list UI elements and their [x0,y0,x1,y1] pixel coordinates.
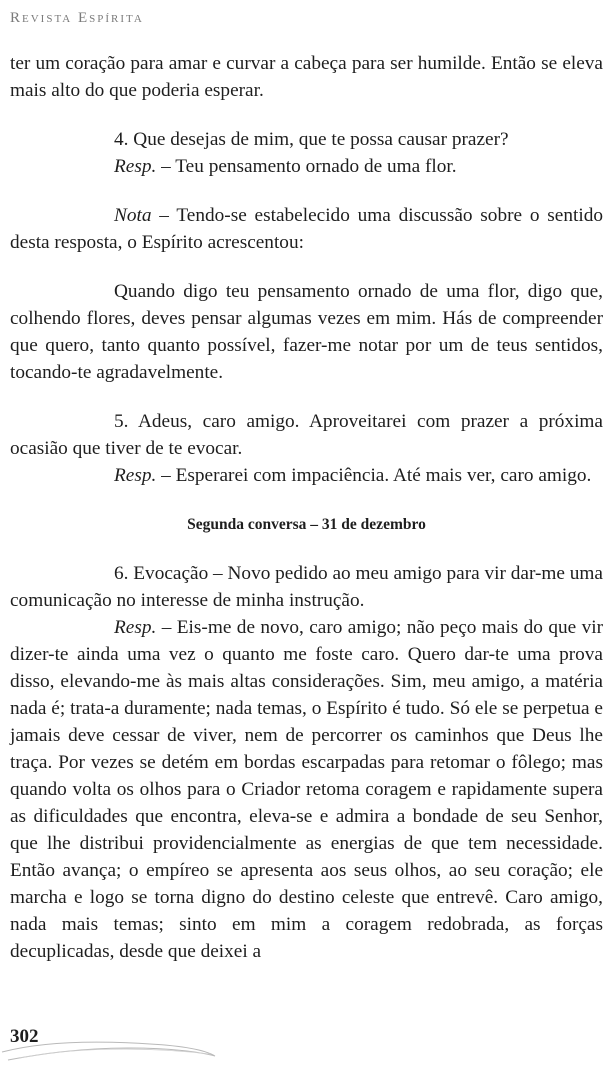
note-text: – Tendo-se estabelecido uma discussão sobre o sentido desta resposta, o Espírito acrescentou: [10,205,603,253]
answer-text: – Eis-me de novo, caro amigo; não peço mais do que vir dizer-te ainda uma vez o quanto me foste caro. Quero dar-te uma prova disso, elevando-me às mais altas considerações. Sim, meu amigo, a matéria nada é; trata-a duramente; nada temas, o Espírito é tudo. Só ele se perpetua e jamais deve cessar de viver, nem de percorrer os caminhos que Deus lhe traça. Por vezes se detém em bordas escarpadas para retomar o fôlego; mas quando volta os olhos para o Criador retoma coragem e rapidamente supera as dificuldades que encontra, eleva-se e admira a bondade de seu Senhor, que lhe distribui providencialmente as energias de que tem necessidade. Então avança; o empíreo se apresenta aos seus olhos, ao seu coração; ele marcha e logo se torna digno do destino celeste que entrevê. Caro amigo, nada mais temas; sinto em mim a coragem redobrada, as forças decuplicadas, desde que deixei a [10,617,603,962]
question-6: 6. Evocação – Novo pedido ao meu amigo para vir dar-me uma comunicação no interesse de minha instrução. [10,563,603,611]
answer-text: – Esperarei com impaciência. Até mais ver, caro amigo. [156,465,592,486]
answer-6 [10,614,603,965]
resp-label: Resp. [114,156,157,177]
question-5: 5. Adeus, caro amigo. Aproveitarei com prazer a próxima ocasião que tiver de te evocar. [10,411,603,459]
page-body [10,50,603,965]
answer-4 [10,153,603,180]
question-4: 4. Que desejas de mim, que te possa causar prazer? [114,129,509,150]
answer-5 [10,462,603,489]
resp-label: Resp. [114,617,157,638]
paragraph: ter um coração para amar e curvar a cabeça para ser humilde. Então se eleva mais alto do que poderia esperar. [10,53,603,101]
section-heading: Segunda conversa – 31 de dezembro [187,516,426,533]
note-paragraph [10,202,603,256]
answer-text: – Teu pensamento ornado de uma flor. [156,156,457,177]
page-number: 302 [10,1026,39,1047]
quote-paragraph: Quando digo teu pensamento ornado de uma flor, digo que, colhendo flores, deves pensar algumas vezes em mim. Hás de compreender que quero, tanto quanto possível, fazer-me notar por um de teus sentidos, tocando-te agradavelmente. [10,281,603,383]
running-head: Revista Espírita [10,10,144,26]
nota-label: Nota [114,205,152,226]
resp-label: Resp. [114,465,157,486]
